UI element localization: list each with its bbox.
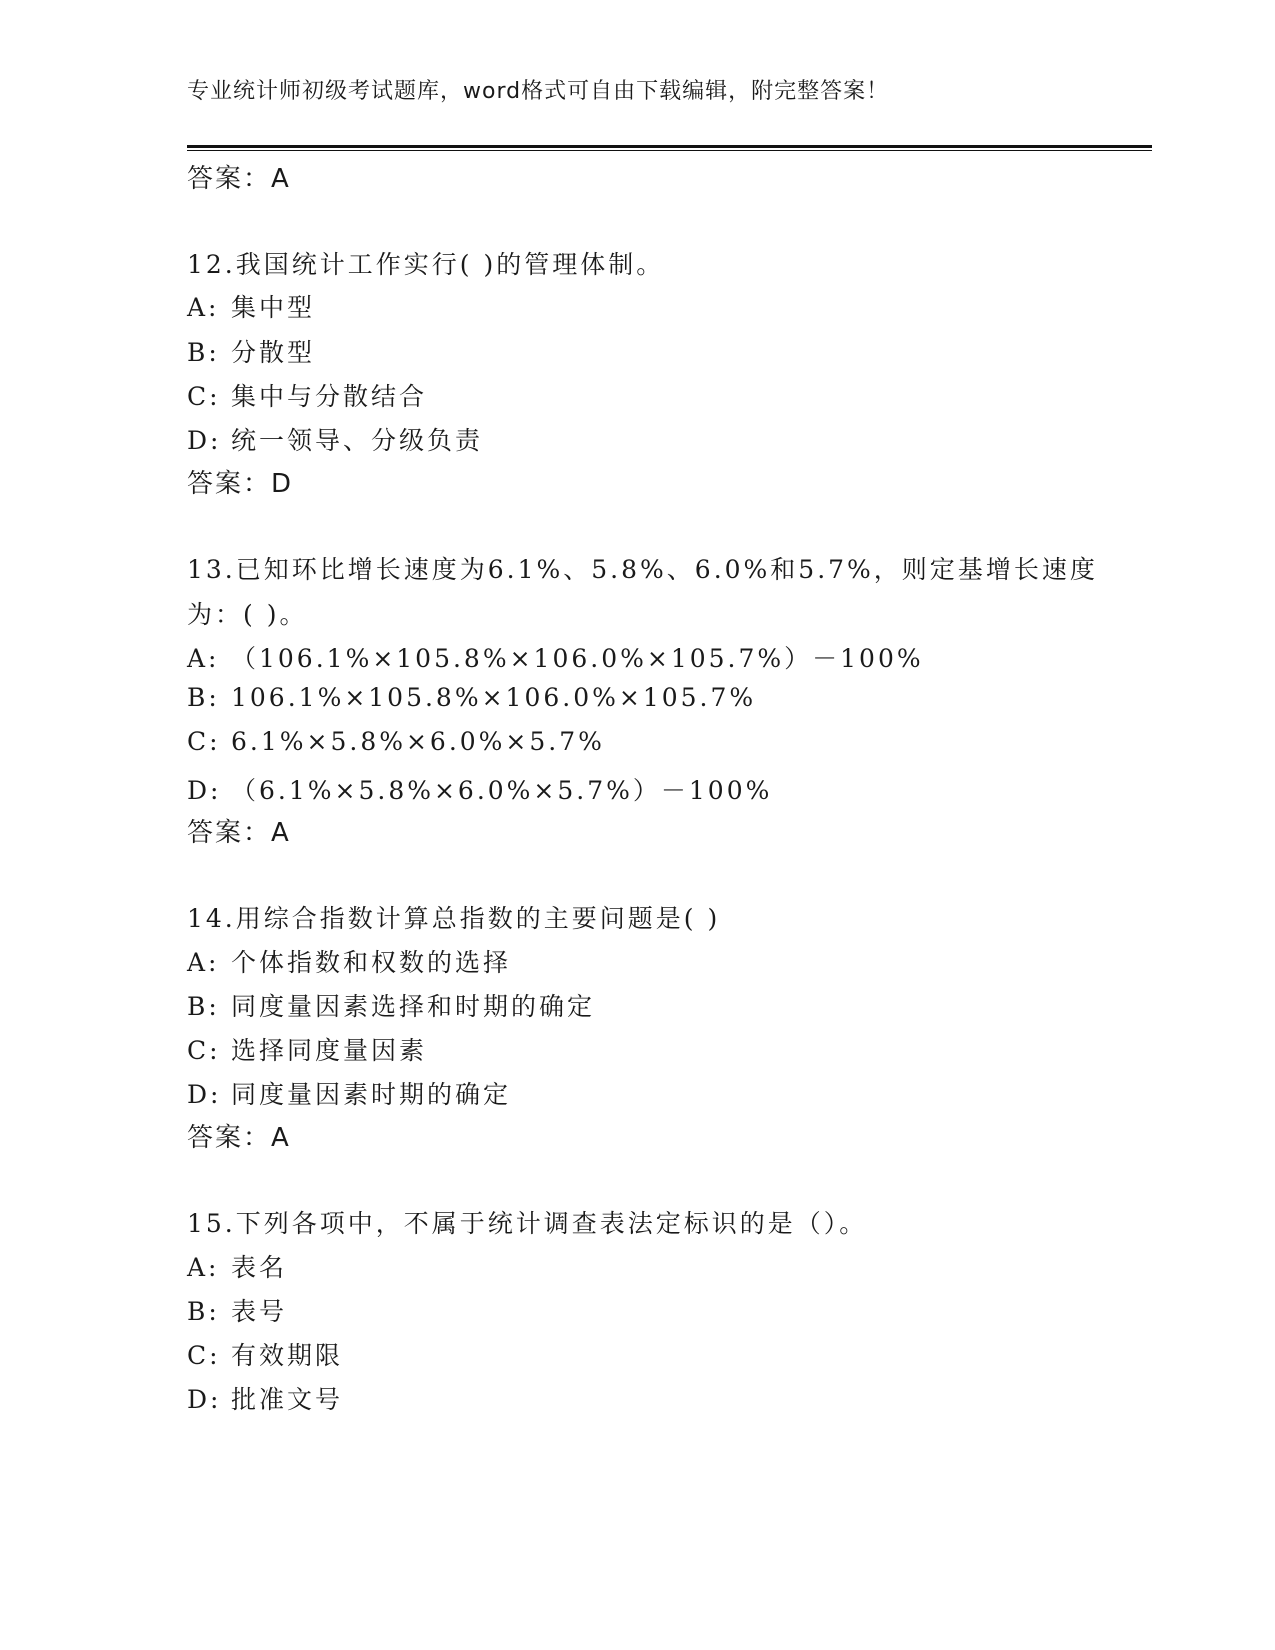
- question-12-option-d: [187, 421, 483, 457]
- question-12-stem: 12.我国统计工作实行( )的管理体制。: [187, 250, 665, 279]
- option-text: 个体指数和权数的选择: [231, 948, 512, 977]
- option-text: 表名: [231, 1253, 288, 1282]
- option-text: 集中与分散结合: [231, 382, 428, 411]
- option-text: 表号: [231, 1297, 288, 1326]
- option-text: 统一领导、分级负责: [231, 426, 484, 455]
- option-text: 分散型: [231, 338, 316, 367]
- question-13-option-d: [187, 771, 772, 807]
- question-15-option-b: [187, 1292, 287, 1328]
- question-14-option-b: [187, 987, 595, 1023]
- option-label: D:: [187, 776, 222, 805]
- question-13-option-b: [187, 683, 756, 712]
- question-12-option-a: [187, 288, 315, 324]
- option-label: A:: [187, 293, 220, 322]
- question-15-stem: 15.下列各项中，不属于统计调查表法定标识的是（）。: [187, 1209, 868, 1238]
- option-label: A:: [187, 948, 220, 977]
- option-text: 同度量因素时期的确定: [231, 1080, 512, 1109]
- question-13-option-c: [187, 727, 605, 756]
- question-13-stem-line2: 为：( )。: [187, 600, 308, 629]
- question-15-option-d: [187, 1380, 343, 1416]
- option-label: B:: [187, 683, 220, 712]
- answer-q11: 答案：A: [187, 164, 291, 194]
- question-14-stem: 14.用综合指数计算总指数的主要问题是( ): [187, 904, 721, 933]
- answer-q13: 答案：A: [187, 818, 291, 848]
- option-text: 同度量因素选择和时期的确定: [231, 992, 596, 1021]
- question-12-option-c: [187, 377, 427, 413]
- question-14-option-a: [187, 943, 511, 979]
- option-text: 6.1%×5.8%×6.0%×5.7%: [231, 727, 605, 756]
- option-label: B:: [187, 1297, 220, 1326]
- question-12-option-b: [187, 333, 315, 369]
- option-label: A:: [187, 644, 220, 673]
- option-label: C:: [187, 727, 221, 756]
- question-13-option-a: [187, 639, 924, 675]
- header-rule-thick: [187, 145, 1152, 148]
- question-15-option-c: [187, 1336, 343, 1372]
- option-label: D:: [187, 426, 222, 455]
- option-label: C:: [187, 1036, 221, 1065]
- option-text: 106.1%×105.8%×106.0%×105.7%: [231, 683, 757, 712]
- option-label: C:: [187, 1341, 221, 1370]
- page-header: 专业统计师初级考试题库，word格式可自由下载编辑，附完整答案！: [187, 79, 890, 104]
- question-14-option-d: [187, 1075, 511, 1111]
- answer-q12: 答案：D: [187, 469, 294, 499]
- answer-q14: 答案：A: [187, 1123, 291, 1153]
- option-label: B:: [187, 992, 220, 1021]
- option-text: （6.1%×5.8%×6.0%×5.7%）－100%: [231, 776, 773, 805]
- option-text: 批准文号: [231, 1385, 344, 1414]
- question-13-stem-line1: 13.已知环比增长速度为6.1%、5.8%、6.0%和5.7%，则定基增长速度: [187, 555, 1098, 584]
- option-text: 选择同度量因素: [231, 1036, 428, 1065]
- question-15-option-a: [187, 1248, 287, 1284]
- option-label: D:: [187, 1385, 222, 1414]
- question-14-option-c: [187, 1031, 427, 1067]
- option-label: D:: [187, 1080, 222, 1109]
- option-text: 有效期限: [231, 1341, 344, 1370]
- option-label: A:: [187, 1253, 220, 1282]
- option-text: （106.1%×105.8%×106.0%×105.7%）－100%: [231, 644, 924, 673]
- option-label: C:: [187, 382, 221, 411]
- option-label: B:: [187, 338, 220, 367]
- option-text: 集中型: [231, 293, 316, 322]
- header-rule-thin: [187, 150, 1152, 151]
